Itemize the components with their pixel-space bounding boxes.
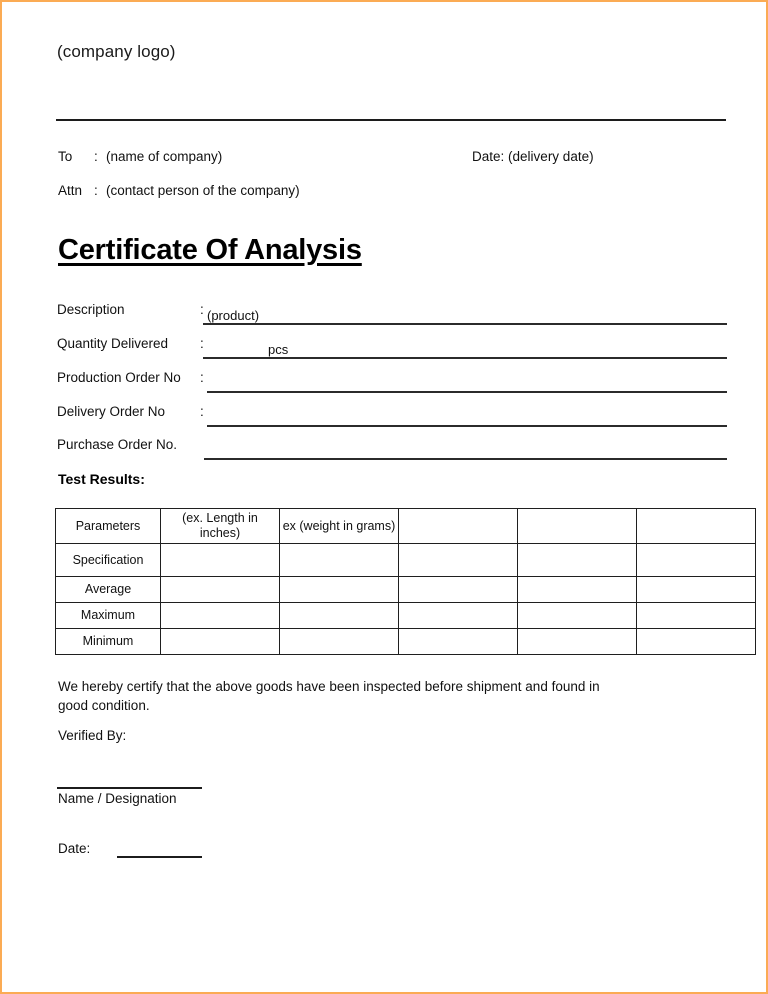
table-header-cell-4 — [399, 509, 518, 544]
table-cell[interactable] — [399, 629, 518, 655]
field-production-order-no — [57, 369, 727, 393]
field-purchase-order-no-line — [204, 458, 727, 460]
recipient-to-row — [58, 148, 222, 166]
table-row — [56, 629, 756, 655]
field-delivery-order-no-line — [207, 425, 727, 427]
table-header-cell-parameters — [56, 509, 161, 544]
table-cell[interactable] — [518, 603, 637, 629]
table-row — [56, 544, 756, 577]
table-cell[interactable] — [518, 629, 637, 655]
delivery-date-row — [472, 148, 594, 166]
table-cell[interactable] — [518, 577, 637, 603]
attn-label: Attn — [58, 183, 83, 198]
field-delivery-order-no-colon: : — [200, 404, 204, 419]
table-header-cell-weight — [280, 509, 399, 544]
attn-colon: : — [94, 183, 98, 198]
table-cell[interactable] — [399, 603, 518, 629]
table-cell[interactable] — [280, 629, 399, 655]
row-label-average: Average — [56, 577, 161, 603]
page-title: Certificate Of Analysis — [58, 234, 362, 266]
field-description-line — [203, 323, 727, 325]
field-quantity-delivered-value: pcs — [268, 342, 289, 357]
table-cell[interactable] — [399, 577, 518, 603]
field-purchase-order-no — [57, 436, 727, 460]
table-header-cell-length — [161, 509, 280, 544]
field-delivery-order-no-label: Delivery Order No — [57, 404, 166, 419]
table-row — [56, 577, 756, 603]
table-cell[interactable] — [161, 629, 280, 655]
to-label: To — [58, 149, 73, 164]
footer-date-row — [58, 840, 109, 858]
date-value: (delivery date) — [508, 149, 594, 164]
table-cell[interactable] — [161, 603, 280, 629]
table-cell[interactable] — [280, 603, 399, 629]
to-colon: : — [94, 149, 98, 164]
field-quantity-delivered — [57, 335, 727, 359]
field-production-order-no-line — [207, 391, 727, 393]
table-cell[interactable] — [280, 544, 399, 577]
footer-date-line — [117, 856, 202, 858]
table-cell[interactable] — [518, 544, 637, 577]
certification-statement: We hereby certify that the above goods have been inspected before shipment and found in good condition. — [58, 679, 600, 713]
field-quantity-delivered-colon: : — [200, 336, 204, 351]
field-description-colon: : — [200, 302, 204, 317]
field-quantity-delivered-label: Quantity Delivered — [57, 336, 169, 351]
row-label-specification: Specification — [56, 544, 161, 577]
table-row — [56, 603, 756, 629]
attn-value: (contact person of the company) — [106, 183, 300, 198]
test-results-table — [55, 508, 756, 655]
test-results-heading: Test Results: — [58, 471, 145, 487]
recipient-attn-row — [58, 182, 300, 200]
field-description — [57, 301, 727, 325]
table-cell[interactable] — [637, 629, 756, 655]
verified-by-label: Verified By: — [58, 728, 127, 743]
footer-date-label: Date — [58, 841, 87, 856]
date-label: Date: — [472, 149, 505, 164]
field-description-label: Description — [57, 302, 125, 317]
table-cell[interactable] — [399, 544, 518, 577]
row-label-minimum: Minimum — [56, 629, 161, 655]
row-label-maximum: Maximum — [56, 603, 161, 629]
field-purchase-order-no-label: Purchase Order No. — [57, 437, 178, 452]
table-cell[interactable] — [161, 577, 280, 603]
table-cell[interactable] — [637, 577, 756, 603]
table-cell[interactable] — [637, 603, 756, 629]
company-logo-placeholder: (company logo) — [57, 42, 176, 61]
field-description-value: (product) — [207, 308, 260, 323]
table-cell[interactable] — [161, 544, 280, 577]
field-production-order-no-colon: : — [200, 370, 204, 385]
table-header-length-text: (ex. Length in inches) — [182, 511, 258, 540]
to-value: (name of company) — [106, 149, 223, 164]
table-header-cell-5 — [518, 509, 637, 544]
field-delivery-order-no — [57, 403, 727, 427]
footer-date-colon: : — [86, 841, 91, 856]
table-header-parameters-text: Parameters — [75, 518, 141, 533]
table-cell[interactable] — [637, 544, 756, 577]
field-production-order-no-label: Production Order No — [57, 370, 181, 385]
name-designation-label: Name / Designation — [58, 791, 177, 806]
table-header-row — [56, 509, 756, 544]
header-divider-rule — [56, 119, 726, 121]
table-header-weight-text: ex (weight in grams) — [282, 518, 396, 533]
table-header-cell-6 — [637, 509, 756, 544]
table-cell[interactable] — [280, 577, 399, 603]
signature-line — [57, 787, 202, 789]
